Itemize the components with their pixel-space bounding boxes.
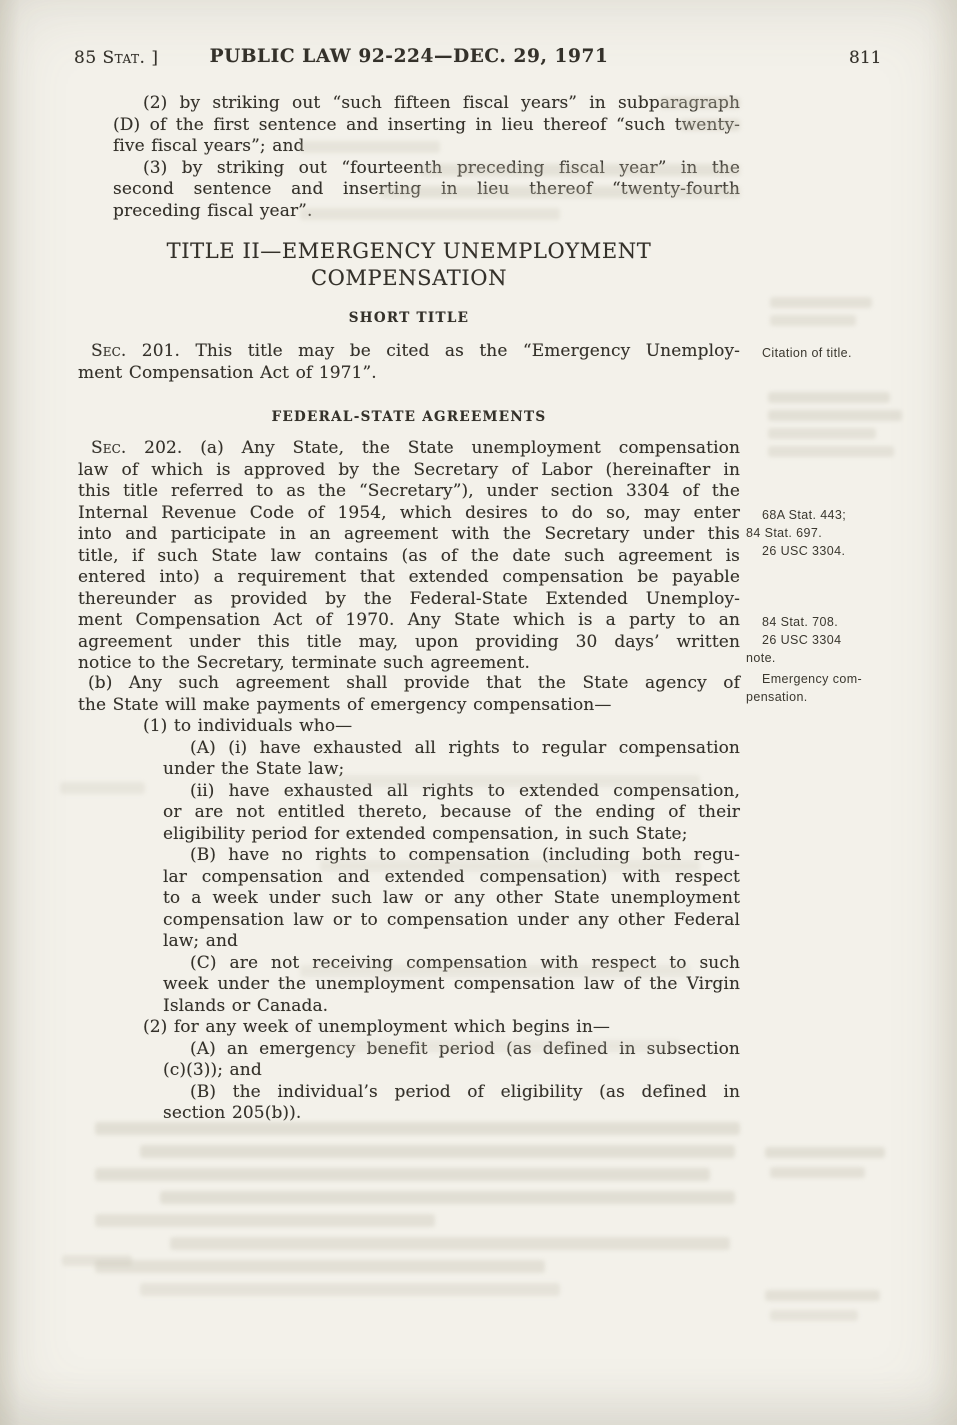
statute-line: Internal Revenue Code of 1954, which desires to do so, may enter (78, 502, 740, 523)
margin-note-usc-3304 (746, 543, 916, 561)
ghost-bleedthrough (765, 1290, 880, 1301)
ghost-bleedthrough (320, 860, 700, 872)
ghost-bleedthrough (95, 1122, 740, 1135)
ghost-bleedthrough (680, 119, 740, 131)
section-201 (78, 341, 740, 384)
statute-line: (B) have no rights to compensation (including both regu- (190, 845, 740, 865)
statute-line: the State will make payments of emergency compensation— (78, 694, 612, 715)
ghost-bleedthrough (768, 410, 902, 421)
statute-line: (2) by striking out “such fifteen fiscal years” in subparagraph (143, 93, 740, 113)
margin-note-citation (746, 345, 916, 363)
page-number: 811 (849, 48, 882, 68)
statute-line: Islands or Canada. (163, 995, 329, 1016)
ghost-bleedthrough (140, 1145, 735, 1158)
ghost-bleedthrough (95, 1168, 710, 1181)
statute-line: ment Compensation Act of 1970. Any State which is a party to an (78, 610, 740, 630)
statute-line: notice to the Secretary, terminate such agreement. (78, 653, 530, 673)
amendment-clauses (113, 93, 740, 222)
ghost-bleedthrough (160, 1191, 735, 1204)
margin-note-line: 84 Stat. 708. (762, 615, 839, 629)
statute-line: five fiscal years”; and (113, 136, 305, 156)
statute-line: section 205(b)). (163, 1103, 302, 1123)
statute-line: title, if such State law contains (as of the date such agreement is (78, 545, 740, 566)
ghost-bleedthrough (330, 1040, 680, 1052)
statute-line: week under the unemployment compensation law of the Virgin (163, 974, 740, 994)
statute-line: (b) Any such agreement shall provide that the State agency of (88, 673, 740, 693)
section-202b (78, 673, 740, 1125)
statute-line: law; and (163, 931, 239, 951)
section-number: Sec. 201. (91, 341, 181, 361)
ghost-bleedthrough (768, 428, 876, 439)
margin-note-line: 68A Stat. 443; (762, 508, 847, 522)
ghost-bleedthrough (660, 97, 740, 109)
ghost-bleedthrough (330, 775, 700, 787)
statute-line (78, 438, 740, 460)
ghost-bleedthrough (95, 1214, 435, 1227)
statute-line: (2) for any week of unemployment which begins in— (143, 1017, 610, 1037)
ghost-bleedthrough (420, 164, 740, 176)
statute-line: (1) to individuals who— (143, 716, 353, 736)
margin-note-line: 26 USC 3304. (762, 544, 846, 558)
margin-note-line: 26 USC 3304 (762, 633, 842, 647)
title-ii-heading (78, 238, 740, 292)
statute-line: this title referred to as the “Secretary”), under section 3304 of the (78, 481, 740, 501)
ghost-bleedthrough (170, 1237, 730, 1250)
statute-line: or are not entitled thereto, because of the ending of their (163, 802, 740, 822)
statute-line: lar compensation and extended compensation) with respect (163, 866, 740, 887)
statute-line: compensation law or to compensation under any other Federal (163, 909, 740, 930)
section-number: Sec. 202. (91, 438, 183, 458)
ghost-bleedthrough (300, 208, 560, 220)
statute-line: ment Compensation Act of 1971”. (78, 362, 377, 383)
statute-line (78, 341, 740, 363)
margin-note-emergency-compensation (746, 671, 916, 706)
margin-note-line: Emergency com- (762, 672, 863, 686)
ghost-bleedthrough (770, 315, 856, 326)
statute-text: (a) Any State, the State unemployment compensation (182, 438, 740, 458)
statute-line: (A) an emergency benefit period (as defined in subsection (190, 1038, 740, 1059)
statute-line: into and participate in an agreement with the Secretary under this (78, 524, 740, 544)
ghost-bleedthrough (770, 297, 872, 308)
margin-note-line: 84 Stat. 697. (746, 525, 823, 540)
ghost-bleedthrough (768, 392, 890, 403)
margin-note-line: pensation. (746, 689, 808, 704)
statute-line: (ii) have exhausted all rights to extended compensation, (190, 780, 740, 801)
title-ii-line2: COMPENSATION (310, 266, 508, 290)
ghost-bleedthrough (770, 1310, 858, 1321)
statute-line: thereunder as provided by the Federal-State Extended Unemploy- (78, 588, 740, 609)
margin-note-stat-443 (746, 507, 916, 542)
statute-line: law of which is approved by the Secretary of Labor (hereinafter in (78, 459, 740, 480)
title-ii-line1: TITLE II—EMERGENCY UNEMPLOYMENT (166, 239, 652, 263)
statute-line: (D) of the first sentence and inserting in lieu thereof “such twenty- (113, 114, 740, 135)
ghost-bleedthrough (300, 965, 690, 977)
statute-line: preceding fiscal year”. (113, 200, 313, 221)
statute-line: under the State law; (163, 759, 345, 779)
margin-note-stat-708 (746, 614, 916, 632)
statute-line: entered into) a requirement that extended compensation be payable (78, 567, 740, 587)
statute-volume-label: 85 Stat. ] (74, 48, 159, 68)
ghost-bleedthrough (768, 446, 894, 457)
statute-line: agreement under this title may, upon providing 30 days’ written (78, 631, 740, 652)
statute-line: (3) by striking out “fourteenth preceding fiscal year” in the (143, 157, 740, 178)
statute-line: (B) the individual’s period of eligibility (as defined in (190, 1081, 740, 1102)
statute-line: eligibility period for extended compensation, in such State; (163, 823, 688, 844)
ghost-bleedthrough (765, 1147, 885, 1158)
ghost-bleedthrough (300, 141, 440, 153)
ghost-bleedthrough (140, 1283, 560, 1296)
margin-note-line: note. (746, 650, 776, 665)
statute-line: second sentence and inserting in lieu thereof “twenty-fourth (113, 179, 740, 199)
ghost-bleedthrough (95, 1260, 545, 1273)
statute-line: (C) are not receiving compensation with respect to such (190, 952, 740, 973)
law-title-heading: PUBLIC LAW 92-224—DEC. 29, 1971 (209, 46, 609, 67)
short-title-heading: SHORT TITLE (348, 310, 470, 326)
federal-state-agreements-heading: FEDERAL-STATE AGREEMENTS (271, 409, 547, 425)
statute-line: (c)(3)); and (163, 1060, 262, 1080)
statute-line: (A) (i) have exhausted all rights to regular compensation (190, 737, 740, 758)
margin-note-line: Citation of title. (762, 346, 852, 360)
ghost-bleedthrough (60, 782, 145, 794)
section-202a (78, 438, 740, 675)
ghost-bleedthrough (380, 186, 740, 198)
statute-text: This title may be cited as the “Emergency Unemploy- (180, 341, 740, 361)
statute-line: to a week under such law or any other State unemployment (163, 888, 740, 908)
margin-note-usc-3304-note (746, 632, 916, 667)
ghost-bleedthrough (770, 1167, 865, 1178)
running-head (0, 46, 957, 72)
